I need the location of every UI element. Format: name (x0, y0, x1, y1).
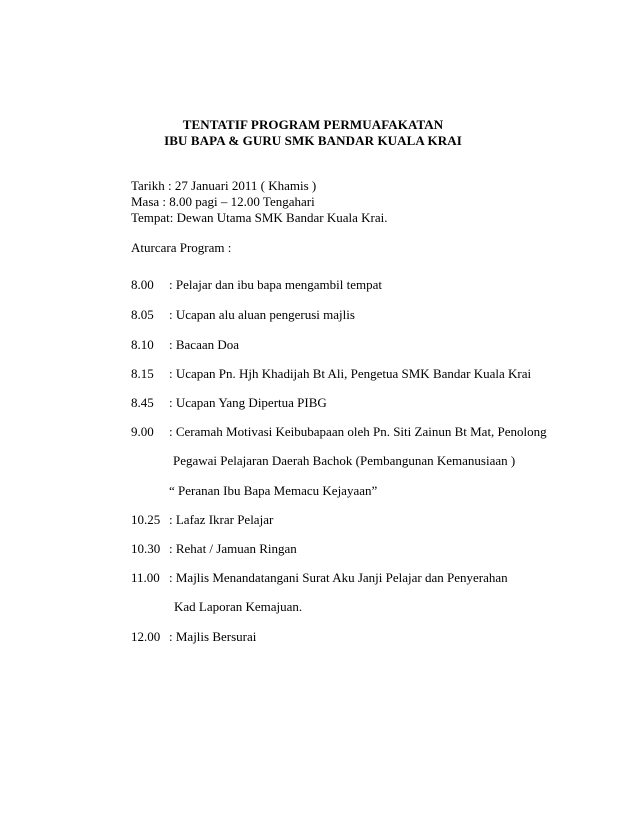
schedule-row (131, 570, 508, 586)
info-tempat: Tempat: Dewan Utama SMK Bandar Kuala Krai. (131, 210, 388, 225)
schedule-time: 12.00 (131, 629, 161, 644)
info-tarikh: Tarikh : 27 Januari 2011 ( Khamis ) (131, 178, 317, 193)
schedule-row (131, 629, 256, 645)
schedule-time: 10.25 (131, 512, 161, 527)
schedule-text: : Ceramah Motivasi Keibubapaan oleh Pn. Siti Zainun Bt Mat, Penolong (169, 424, 547, 439)
schedule-text: : Pelajar dan ibu bapa mengambil tempat (169, 277, 382, 292)
schedule-time: 11.00 (131, 570, 160, 585)
schedule-time: 10.30 (131, 541, 161, 556)
aturcara-label: Aturcara Program : (131, 240, 232, 255)
schedule-text: : Lafaz Ikrar Pelajar (169, 512, 274, 527)
ceramah-continuation-line3: “ Peranan Ibu Bapa Memacu Kejayaan” (169, 483, 378, 498)
schedule-row (131, 366, 531, 382)
schedule-row (131, 337, 239, 353)
schedule-text: : Majlis Menandatangani Surat Aku Janji Pelajar dan Penyerahan (169, 570, 508, 585)
ceramah-continuation-line2: Pegawai Pelajaran Daerah Bachok (Pembangunan Kemanusiaan ) (173, 453, 516, 468)
schedule-time: 8.15 (131, 366, 154, 381)
schedule-text: : Majlis Bersurai (169, 629, 257, 644)
info-masa: Masa : 8.00 pagi – 12.00 Tengahari (131, 194, 315, 209)
schedule-row (131, 424, 547, 440)
schedule-time: 8.05 (131, 307, 154, 322)
schedule-text: : Ucapan Pn. Hjh Khadijah Bt Ali, Pengetua SMK Bandar Kuala Krai (169, 366, 532, 381)
schedule-row (131, 307, 355, 323)
majlis-continuation-line2: Kad Laporan Kemajuan. (174, 599, 303, 614)
schedule-text: : Ucapan Yang Dipertua PIBG (169, 395, 327, 410)
schedule-text: : Rehat / Jamuan Ringan (169, 541, 297, 556)
schedule-row (131, 277, 382, 293)
schedule-text: : Bacaan Doa (169, 337, 240, 352)
document-title-line1: TENTATIF PROGRAM PERMUAFAKATAN (182, 117, 444, 132)
schedule-time: 8.10 (131, 337, 154, 352)
schedule-row (131, 541, 297, 557)
document-title-line2: IBU BAPA & GURU SMK BANDAR KUALA KRAI (164, 133, 462, 148)
schedule-time: 8.00 (131, 277, 154, 292)
schedule-time: 8.45 (131, 395, 154, 410)
schedule-text: : Ucapan alu aluan pengerusi majlis (169, 307, 355, 322)
schedule-row (131, 512, 273, 528)
schedule-time: 9.00 (131, 424, 154, 439)
schedule-row (131, 395, 327, 411)
